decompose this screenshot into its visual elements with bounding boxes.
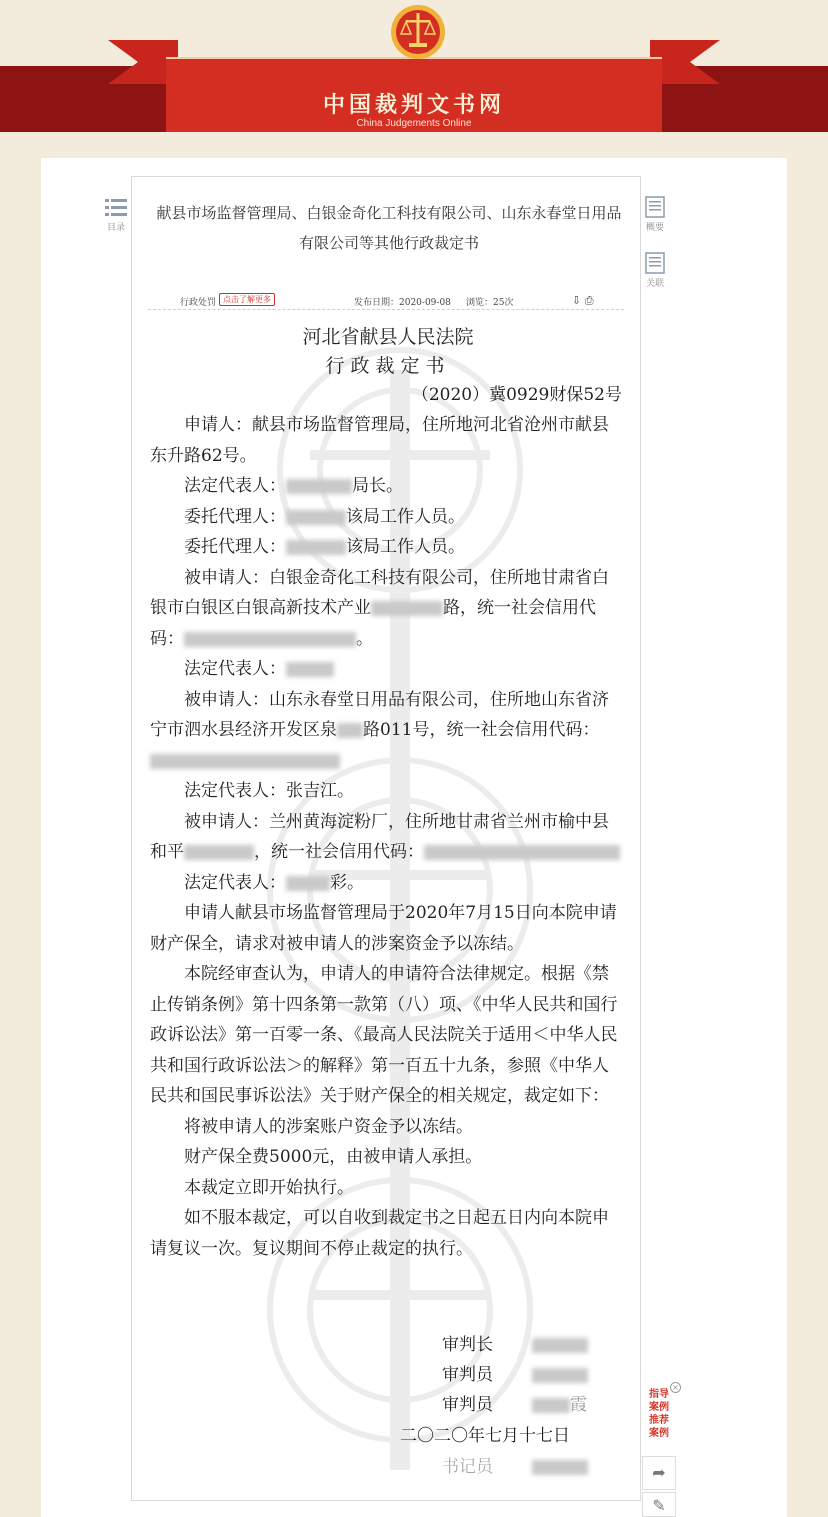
paragraph: [150, 868, 624, 899]
redacted-text: [424, 845, 620, 860]
print-icon[interactable]: ⎙: [584, 294, 594, 307]
document-meta: [148, 292, 624, 310]
ribbon-left-tail: [108, 40, 138, 84]
paragraph-text: 法定代表人：: [184, 659, 286, 679]
redacted-text: [286, 540, 346, 555]
paragraph-text: 局长。: [352, 476, 403, 496]
paragraph: 财产保全费5000元，由被申请人承担。: [184, 1147, 483, 1167]
view-count: 浏览：25次: [466, 298, 514, 308]
ribbon-right-tail: [690, 40, 720, 84]
paragraph: [150, 471, 624, 502]
download-icon[interactable]: ⇩: [572, 294, 582, 307]
paragraph: 本裁定立即开始执行。: [184, 1177, 354, 1198]
paragraph-text: 该局工作人员。: [346, 537, 465, 557]
paragraph: 将被申请人的涉案账户资金予以冻结。: [184, 1116, 473, 1137]
paragraph-text: 法定代表人：: [184, 872, 286, 893]
redacted-text: [184, 845, 254, 860]
summary-button[interactable]: [642, 196, 668, 233]
redacted-text: [184, 632, 356, 647]
document-icon: [645, 252, 665, 274]
paragraph: 如不服本裁定，可以自收到裁定书之日起五日内向本院申请复议一次。复议期间不停止裁定的执行。: [150, 1208, 609, 1259]
paragraph: 本院经审查认为，申请人的申请符合法律规定。根据《禁止传销条例》第十四条第一款第（八）项、《中华人民共和国行政诉讼法》第一百零一条、《最高人民法院关于适用＜中华人民共和国行政诉讼法＞的解释》第一百五十九条，参照《中华人民共和国民事诉讼法》关于财产保全的相关规定，裁定如下：: [150, 964, 618, 1106]
paragraph-text: 路011号，统一社会信用代码：: [363, 720, 600, 740]
document-category: 行政处罚: [180, 298, 217, 308]
paragraph-text: 委托代理人：: [184, 506, 286, 527]
guide-text: 指导: [649, 1389, 669, 1400]
redacted-text: [286, 662, 334, 677]
share-button[interactable]: [642, 1456, 676, 1490]
summary-label: 概要: [645, 223, 664, 233]
recommend-text: 推荐: [649, 1415, 669, 1426]
paragraph-text: 被申请人：白银金奇化工科技有限公司，住所地甘肃省白银市白银区白银高新技术产业: [150, 567, 609, 618]
document-type: 行政裁定书: [325, 355, 451, 377]
pencil-icon: ✎: [652, 1496, 666, 1515]
paragraph-text: 被申请人：山东永春堂日用品有限公司，住所地山东省济宁市泗水县经济开发区泉: [150, 689, 609, 740]
paragraph-text: ，统一社会信用代码：: [254, 842, 424, 862]
paragraph: 申请人：献县市场监督管理局，住所地河北省沧州市献县东升路62号。: [150, 415, 609, 466]
paragraph: [150, 685, 624, 777]
case-number: （2020）冀0929财保52号: [411, 385, 622, 405]
redacted-text: [286, 479, 352, 494]
court-name: 河北省献县人民法院: [302, 326, 474, 348]
court-emblem-icon: [390, 2, 446, 64]
clerk-label: 书记员: [442, 1457, 493, 1477]
site-header: [0, 0, 828, 132]
paragraph: [150, 807, 624, 868]
paragraph-text: 路，统一社会信用代码：: [150, 598, 596, 649]
judge-label: 审判员: [442, 1395, 493, 1415]
redacted-text: [532, 1368, 588, 1383]
paragraph: [150, 502, 624, 533]
redacted-text: [532, 1338, 588, 1353]
paragraph: [150, 563, 624, 655]
redacted-text: [532, 1398, 570, 1413]
recommend-text: 案例: [649, 1428, 669, 1439]
redacted-text: [532, 1460, 588, 1475]
redacted-text: [371, 601, 443, 616]
ruling-date: 二〇二〇年七月十七日: [400, 1426, 570, 1446]
document-icon: [645, 196, 665, 218]
toc-button[interactable]: [102, 198, 130, 233]
guide-cases-link[interactable]: [642, 1388, 676, 1440]
paragraph-text: 委托代理人：: [184, 537, 286, 557]
paragraph-text: 彩。: [330, 872, 364, 893]
list-icon: [105, 198, 127, 218]
publish-date: 发布日期：2020-09-08: [354, 298, 451, 308]
paragraph-text: 。: [356, 628, 373, 649]
document-body: [150, 410, 624, 1264]
redacted-text: [286, 876, 330, 891]
close-icon[interactable]: ×: [670, 1382, 681, 1393]
related-label: 关联: [645, 279, 664, 289]
paragraph: 申请人献县市场监督管理局于2020年7月15日向本院申请财产保全，请求对被申请人的涉案资金予以冻结。: [150, 903, 617, 954]
site-title[interactable]: 中国裁判文书网: [322, 93, 505, 118]
paragraph-text: 被申请人：兰州黄海淀粉厂，住所地甘肃省兰州市榆中县和平: [150, 811, 609, 862]
paragraph-text: 法定代表人：: [184, 476, 286, 496]
judge-label: 审判员: [442, 1365, 493, 1385]
redacted-text: [150, 754, 340, 769]
redacted-text: [286, 510, 346, 525]
judge-name-suffix: 霞: [570, 1395, 587, 1415]
paragraph-text: 该局工作人员。: [346, 506, 465, 527]
toc-label: 目录: [106, 223, 125, 233]
paragraph: [150, 532, 624, 563]
related-button[interactable]: [642, 252, 668, 289]
site-subtitle: China Judgements Online: [356, 118, 472, 129]
category-more-link[interactable]: 点击了解更多: [219, 293, 275, 306]
guide-text: 案例: [649, 1402, 669, 1413]
meta-actions: [572, 294, 594, 308]
chief-judge-label: 审判长: [442, 1335, 493, 1355]
share-icon: ➦: [652, 1463, 666, 1482]
paragraph: [150, 654, 624, 685]
document-title: 献县市场监督管理局、白银金奇化工科技有限公司、山东永春堂日用品有限公司等其他行政裁定书: [156, 204, 622, 252]
paragraph: 法定代表人：张吉江。: [184, 781, 354, 801]
edit-button[interactable]: [642, 1492, 676, 1517]
redacted-text: [337, 723, 363, 738]
